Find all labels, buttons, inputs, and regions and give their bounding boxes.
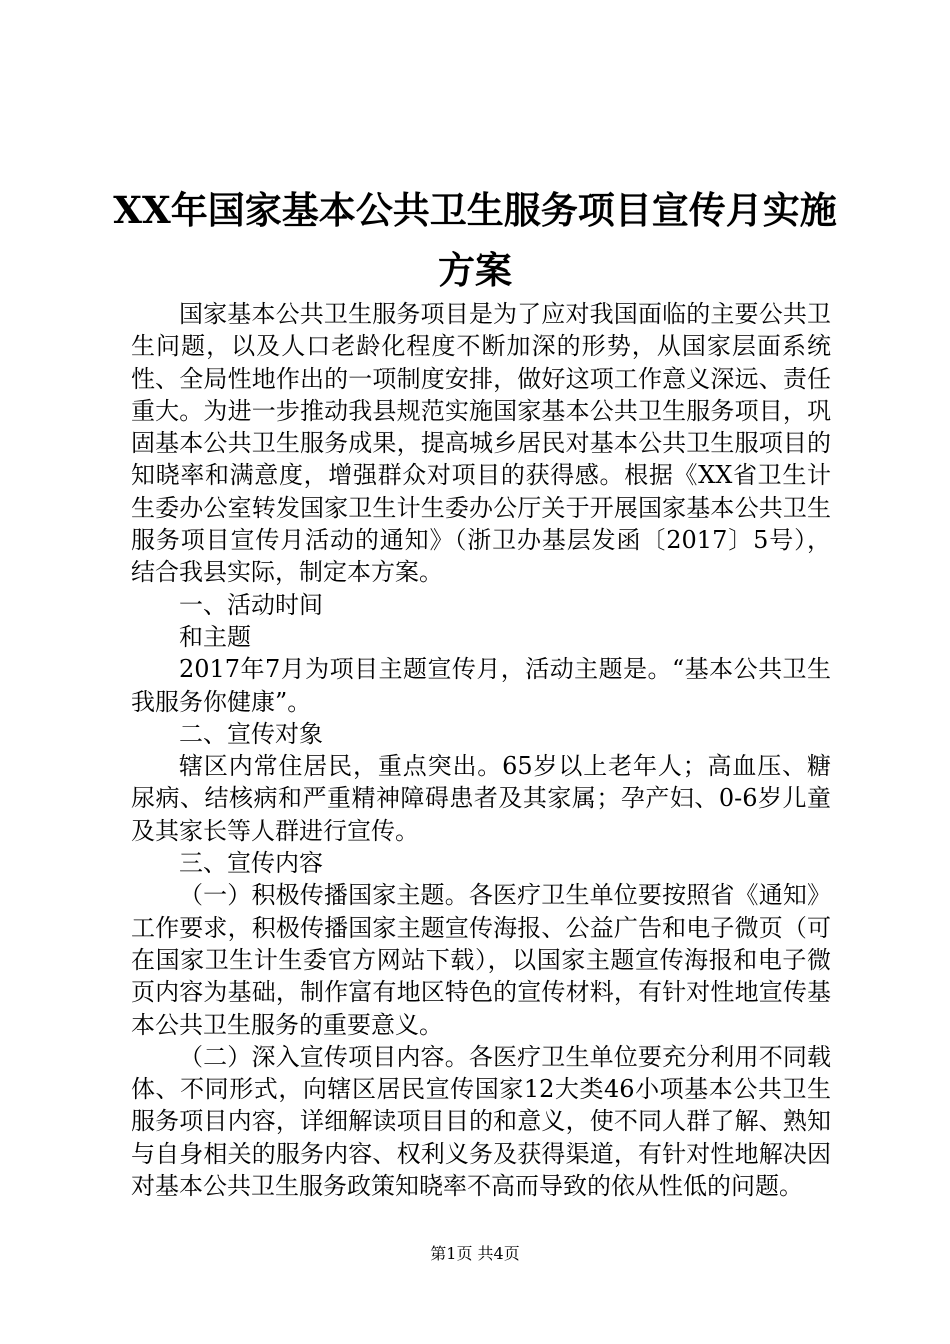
paragraph-content-2: （二）深入宣传项目内容。各医疗卫生单位要充分利用不同载体、不同形式，向辖区居民宣传国家12大类46小项基本公共卫生服务项目内容，详细解读项目目的和意义，使不同人群了解、熟知与自身相关的服务内容、权利义务及获得渠道，有针对性地解决因对基本公共卫生服务政策知晓率不高而导致的依从性低的问题。 [131, 1042, 831, 1201]
page-number-footer: 第1页 共4页 [430, 1244, 520, 1263]
section-heading-content: 三、宣传内容 [179, 849, 323, 878]
document-title-line-2: 方案 [438, 248, 512, 292]
document-body [131, 298, 831, 1202]
paragraph-activity-time: 2017年7月为项目主题宣传月，活动主题是。“基本公共卫生我服务你健康”。 [131, 655, 831, 716]
paragraph-intro: 国家基本公共卫生服务项目是为了应对我国面临的主要公共卫生问题，以及人口老龄化程度不断加深的形势，从国家层面系统性、全局性地作出的一项制度安排，做好这项工作意义深远、责任重大。为进一步推动我县规范实施国家基本公共卫生服务项目，巩固基本公共卫生服务成果，提高城乡居民对基本公共卫生服项目的知晓率和满意度，增强群众对项目的获得感。根据《XX省卫生计生委办公室转发国家卫生计生委办公厅关于开展国家基本公共卫生服务项目宣传月活动的通知》（浙卫办基层发函〔2017〕5号），结合我县实际，制定本方案。 [131, 300, 831, 587]
section-heading-target: 二、宣传对象 [179, 719, 323, 748]
paragraph-target: 辖区内常住居民，重点突出。65岁以上老年人；高血压、糖尿病、结核病和严重精神障碍患者及其家属；孕产妇、0-6岁儿童及其家长等人群进行宣传。 [131, 752, 831, 845]
section-heading-activity-time: 一、活动时间 [179, 590, 323, 619]
paragraph-content-1: （一）积极传播国家主题。各医疗卫生单位要按照省《通知》工作要求，积极传播国家主题宣传海报、公益广告和电子微页（可在国家卫生计生委官方网站下载），以国家主题宣传海报和电子微页内容为基础，制作富有地区特色的宣传材料，有针对性地宣传基本公共卫生服务的重要意义。 [131, 881, 831, 1039]
document-title-line-1: XX年国家基本公共卫生服务项目宣传月实施 [113, 188, 837, 232]
section-heading-theme: 和主题 [179, 622, 251, 651]
